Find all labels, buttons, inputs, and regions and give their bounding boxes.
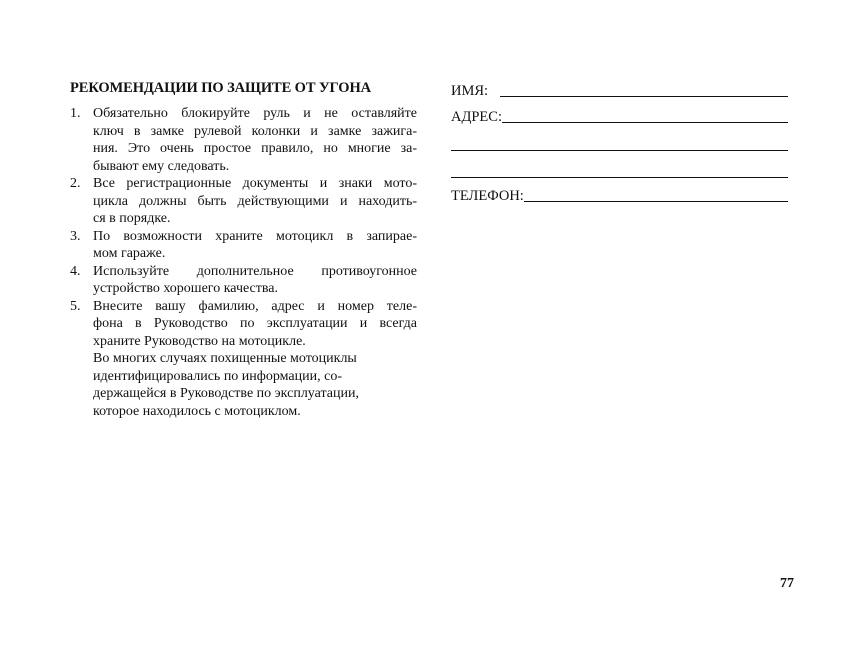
phone-line[interactable] [524,200,788,202]
address-line[interactable] [502,121,788,123]
list-item-number: 2. [70,176,81,191]
note-text: держащейся в Руководстве по эксплуатации, [93,386,359,401]
note-text: которое находилось с мотоциклом. [93,403,301,419]
list-item [70,298,417,351]
phone-field [451,185,788,205]
list-item-text: Все регистрационные документы и знаки мото- [93,176,417,191]
address-field [451,106,788,126]
list-item [70,175,417,228]
page-number: 77 [780,576,794,591]
list-item-text: Обязательно блокируйте руль и не оставляйте [93,106,417,121]
list-item-text: мом гараже. [93,246,166,261]
list-item-number: 5. [70,298,81,314]
section-title: РЕКОМЕНДАЦИИ ПО ЗАЩИТЕ ОТ УГОНА [70,80,371,96]
name-line[interactable] [500,95,788,97]
list-item-text: бывают ему следовать. [93,158,230,174]
name-field [451,80,788,100]
name-label: ИМЯ: [451,83,489,99]
address-label: АДРЕС: [451,109,502,125]
list-item-text: Внесите вашу фамилию, адрес и номер теле- [93,298,417,314]
list-item-number: 3. [70,228,81,244]
list-item-text: ния. Это очень простое правило, но многие за- [93,141,417,156]
list-item [70,105,417,175]
note-paragraph [70,350,417,420]
list-item-number: 4. [70,263,81,279]
list-item-text: устройство хорошего качества. [93,281,279,296]
list-item-text: Используйте дополнительное противоугонное [93,263,417,279]
list-item-text: По возможности храните мотоцикл в запирае- [93,228,417,244]
address-line-2[interactable] [451,150,788,151]
list-item-text: ся в порядке. [93,211,171,226]
list-item [70,263,417,298]
note-text: Во многих случаях похищенные мотоциклы [93,351,357,366]
list-item-text: ключ в замке рулевой колонки и замке зажига- [93,123,417,139]
phone-label: ТЕЛЕФОН: [451,188,524,204]
list-item-number: 1. [70,106,81,121]
note-text: идентифицировались по информации, со- [93,368,342,384]
list-item-text: фона в Руководство по эксплуатации и всегда [93,316,417,331]
anti-theft-section [70,80,417,420]
list-item [70,228,417,263]
list-item-text: храните Руководство на мотоцикле. [93,333,306,349]
list-item-text: цикла должны быть действующими и находить- [93,193,417,209]
recommendation-list [70,105,417,350]
address-line-3[interactable] [451,177,788,178]
